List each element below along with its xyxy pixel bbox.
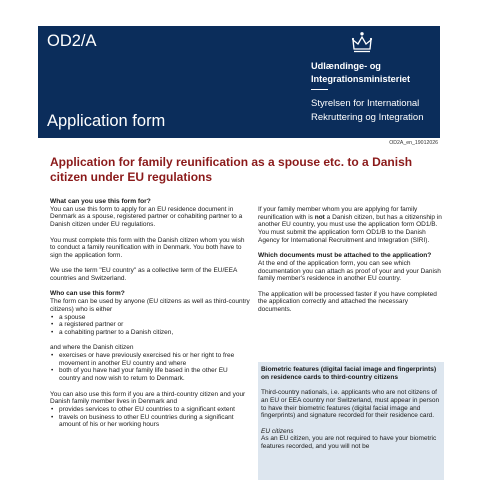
paragraph: We use the term "EU country" as a collective term of the EU/EEA countries and Switzerland. — [50, 267, 237, 282]
paragraph: You must complete this form with the Danish citizen whom you wish to conduct a family reunification with in Denmark. You both have to sign the application form. — [50, 236, 245, 259]
document-reference: OD2A_en_19012026 — [389, 140, 438, 146]
bullet-list — [50, 314, 250, 337]
crown-icon — [349, 30, 375, 56]
list-item: • exercises or have previously exercised his or her right to free movement in another EU country and where — [50, 352, 250, 367]
list-item: • provides services to other EU countries to a significant extent — [50, 406, 250, 414]
paragraph: At the end of the application form, you can see which documentation you can attach as proof of your and your Danish family member's residence in another EU country. — [258, 259, 441, 283]
bullet-list — [50, 406, 250, 429]
left-column — [50, 198, 250, 429]
section-heading: Who can use this form? — [50, 290, 125, 298]
list-item: • a registered partner or — [50, 321, 250, 329]
section-heading: What can you use this form for? — [50, 198, 151, 205]
header-banner — [38, 26, 440, 138]
bullet-list — [50, 352, 250, 383]
paragraph: You can also use this form if you are a third-country citizen and your Danish family member lives in Denmark and — [50, 390, 246, 406]
box-heading: Biometric features (digital facial image and fingerprints) on residence cards to third-country citizens — [261, 366, 437, 381]
paragraph: The application will be processed faster if you have completed the application correctly and attached the necessary documents. — [258, 290, 437, 314]
list-item: • travels on business to other EU countries during a significant amount of his or her working hours — [50, 414, 250, 429]
paragraph: The form can be used by anyone (EU citizens as well as third-country citizens) who is either — [50, 298, 250, 313]
form-code: OD2/A — [47, 32, 97, 50]
paragraph: Third-country nationals, i.e. applicants who are not citizens of an EU or EEA country nor Switzerland, must appear in person to have their biometric features (digital facial image and fingerprints) and signature recorded for their residence card. — [261, 389, 440, 420]
emphasis-not: not — [314, 213, 325, 221]
biometrics-info-box — [258, 362, 444, 480]
paragraph: As an EU citizen, you are not required to have your biometric features recorded, and you will not be — [261, 435, 437, 450]
ministry-divider — [311, 89, 328, 90]
page-title: Application for family reunification as a spouse etc. to a Danish citizen under EU regulations — [50, 155, 413, 184]
paragraph: You can use this form to apply for an EU residence document in Denmark as a spouse, registered partner or cohabiting partner to a Danish citizen under EU regulations. — [50, 205, 243, 229]
section-heading: Which documents must be attached to the application? — [258, 252, 432, 260]
box-subheading: EU citizens — [261, 427, 294, 435]
right-column — [258, 206, 443, 322]
paragraph: and where the Danish citizen — [50, 344, 134, 352]
list-item: • a cohabiting partner to a Danish citizen, — [50, 329, 250, 337]
paragraph: If your family member whom you are applying for family reunification with is not a Danish citizen, but has a citizenship in another EU country, you must use the application form OD1/B. You must submit the application form OD1/B to the Danish Agency for International Recruitment and Integration (SIRI). — [258, 206, 442, 244]
ministry-name: Udlændinge- og Integrationsministeriet — [311, 61, 411, 84]
list-item: • both of you have had your family life based in the other EU country and now wish to return to Denmark. — [50, 367, 250, 382]
form-type-title: Application form — [47, 112, 166, 130]
list-item: • a spouse — [50, 314, 250, 322]
agency-name: Styrelsen for International Rekruttering og Integration — [311, 98, 424, 123]
